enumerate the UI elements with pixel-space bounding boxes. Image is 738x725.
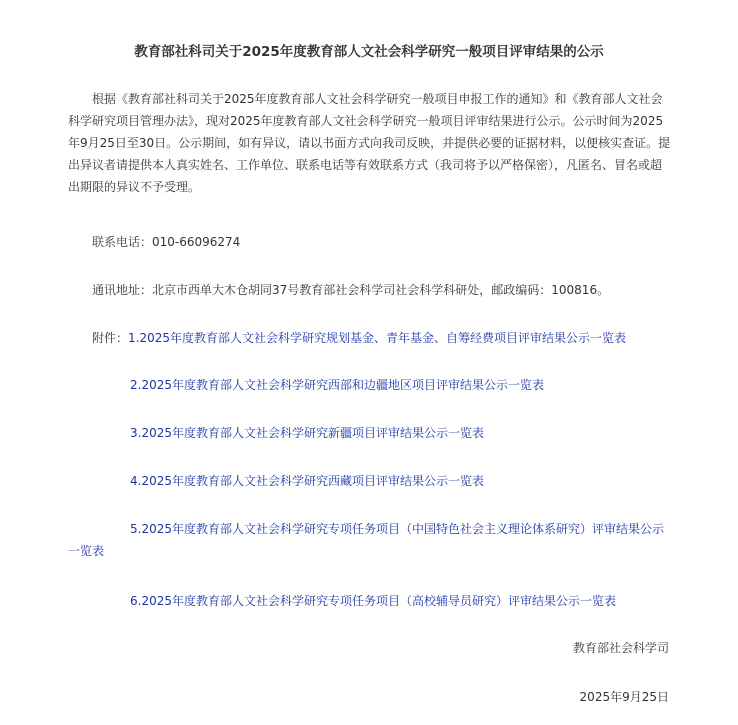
attachment-line-6	[130, 590, 616, 612]
attachment-line-4	[130, 470, 484, 492]
attachment-line-3	[130, 422, 484, 444]
signature-date: 2025年9月25日	[579, 690, 669, 704]
attachment-link-1[interactable]: 1.2025年度教育部人文社会科学研究规划基金、青年基金、自筹经费项目评审结果公示一览表	[128, 331, 627, 345]
signature-org: 教育部社会科学司	[572, 641, 669, 655]
intro-paragraph: 根据《教育部社科司关于2025年度教育部人文社会科学研究一般项目申报工作的通知》和《教育部人文社会科学研究项目管理办法》，现对2025年度教育部人文社会科学研究一般项目评审结果进行公示。公示时间为2025年9月25日至30日。公示期间，如有异议，请以书面方式向我司反映，并提供必要的证据材料，以便核实查证。提出异议者请提供本人真实姓名、工作单位、联系电话等有效联系方式（我司将予以严格保密），凡匿名、冒名或超出期限的异议不予受理。	[68, 92, 671, 194]
page-title: 教育部社科司关于2025年度教育部人文社会科学研究一般项目评审结果的公示	[134, 44, 604, 60]
attachment-line-2	[130, 374, 544, 396]
contact-phone: 联系电话：010-66096274	[92, 235, 241, 249]
attachment-link-2[interactable]: 2.2025年度教育部人文社会科学研究西部和边疆地区项目评审结果公示一览表	[130, 378, 544, 392]
attachment-link-3[interactable]: 3.2025年度教育部人文社会科学研究新疆项目评审结果公示一览表	[130, 426, 484, 440]
contact-address: 通讯地址：北京市西单大木仓胡同37号教育部社会科学司社会科学科研处，邮政编码：100816。	[92, 283, 610, 297]
attachment-line-1	[92, 327, 626, 349]
attachment-link-4[interactable]: 4.2025年度教育部人文社会科学研究西藏项目评审结果公示一览表	[130, 474, 484, 488]
attachment-link-5[interactable]: 5.2025年度教育部人文社会科学研究专项任务项目（中国特色社会主义理论体系研究）评审结果公示一览表	[68, 522, 664, 558]
attachment-line-5	[68, 518, 672, 562]
attachment-link-6[interactable]: 6.2025年度教育部人文社会科学研究专项任务项目（高校辅导员研究）评审结果公示一览表	[130, 594, 616, 608]
attachments-prefix: 附件：	[92, 331, 129, 345]
